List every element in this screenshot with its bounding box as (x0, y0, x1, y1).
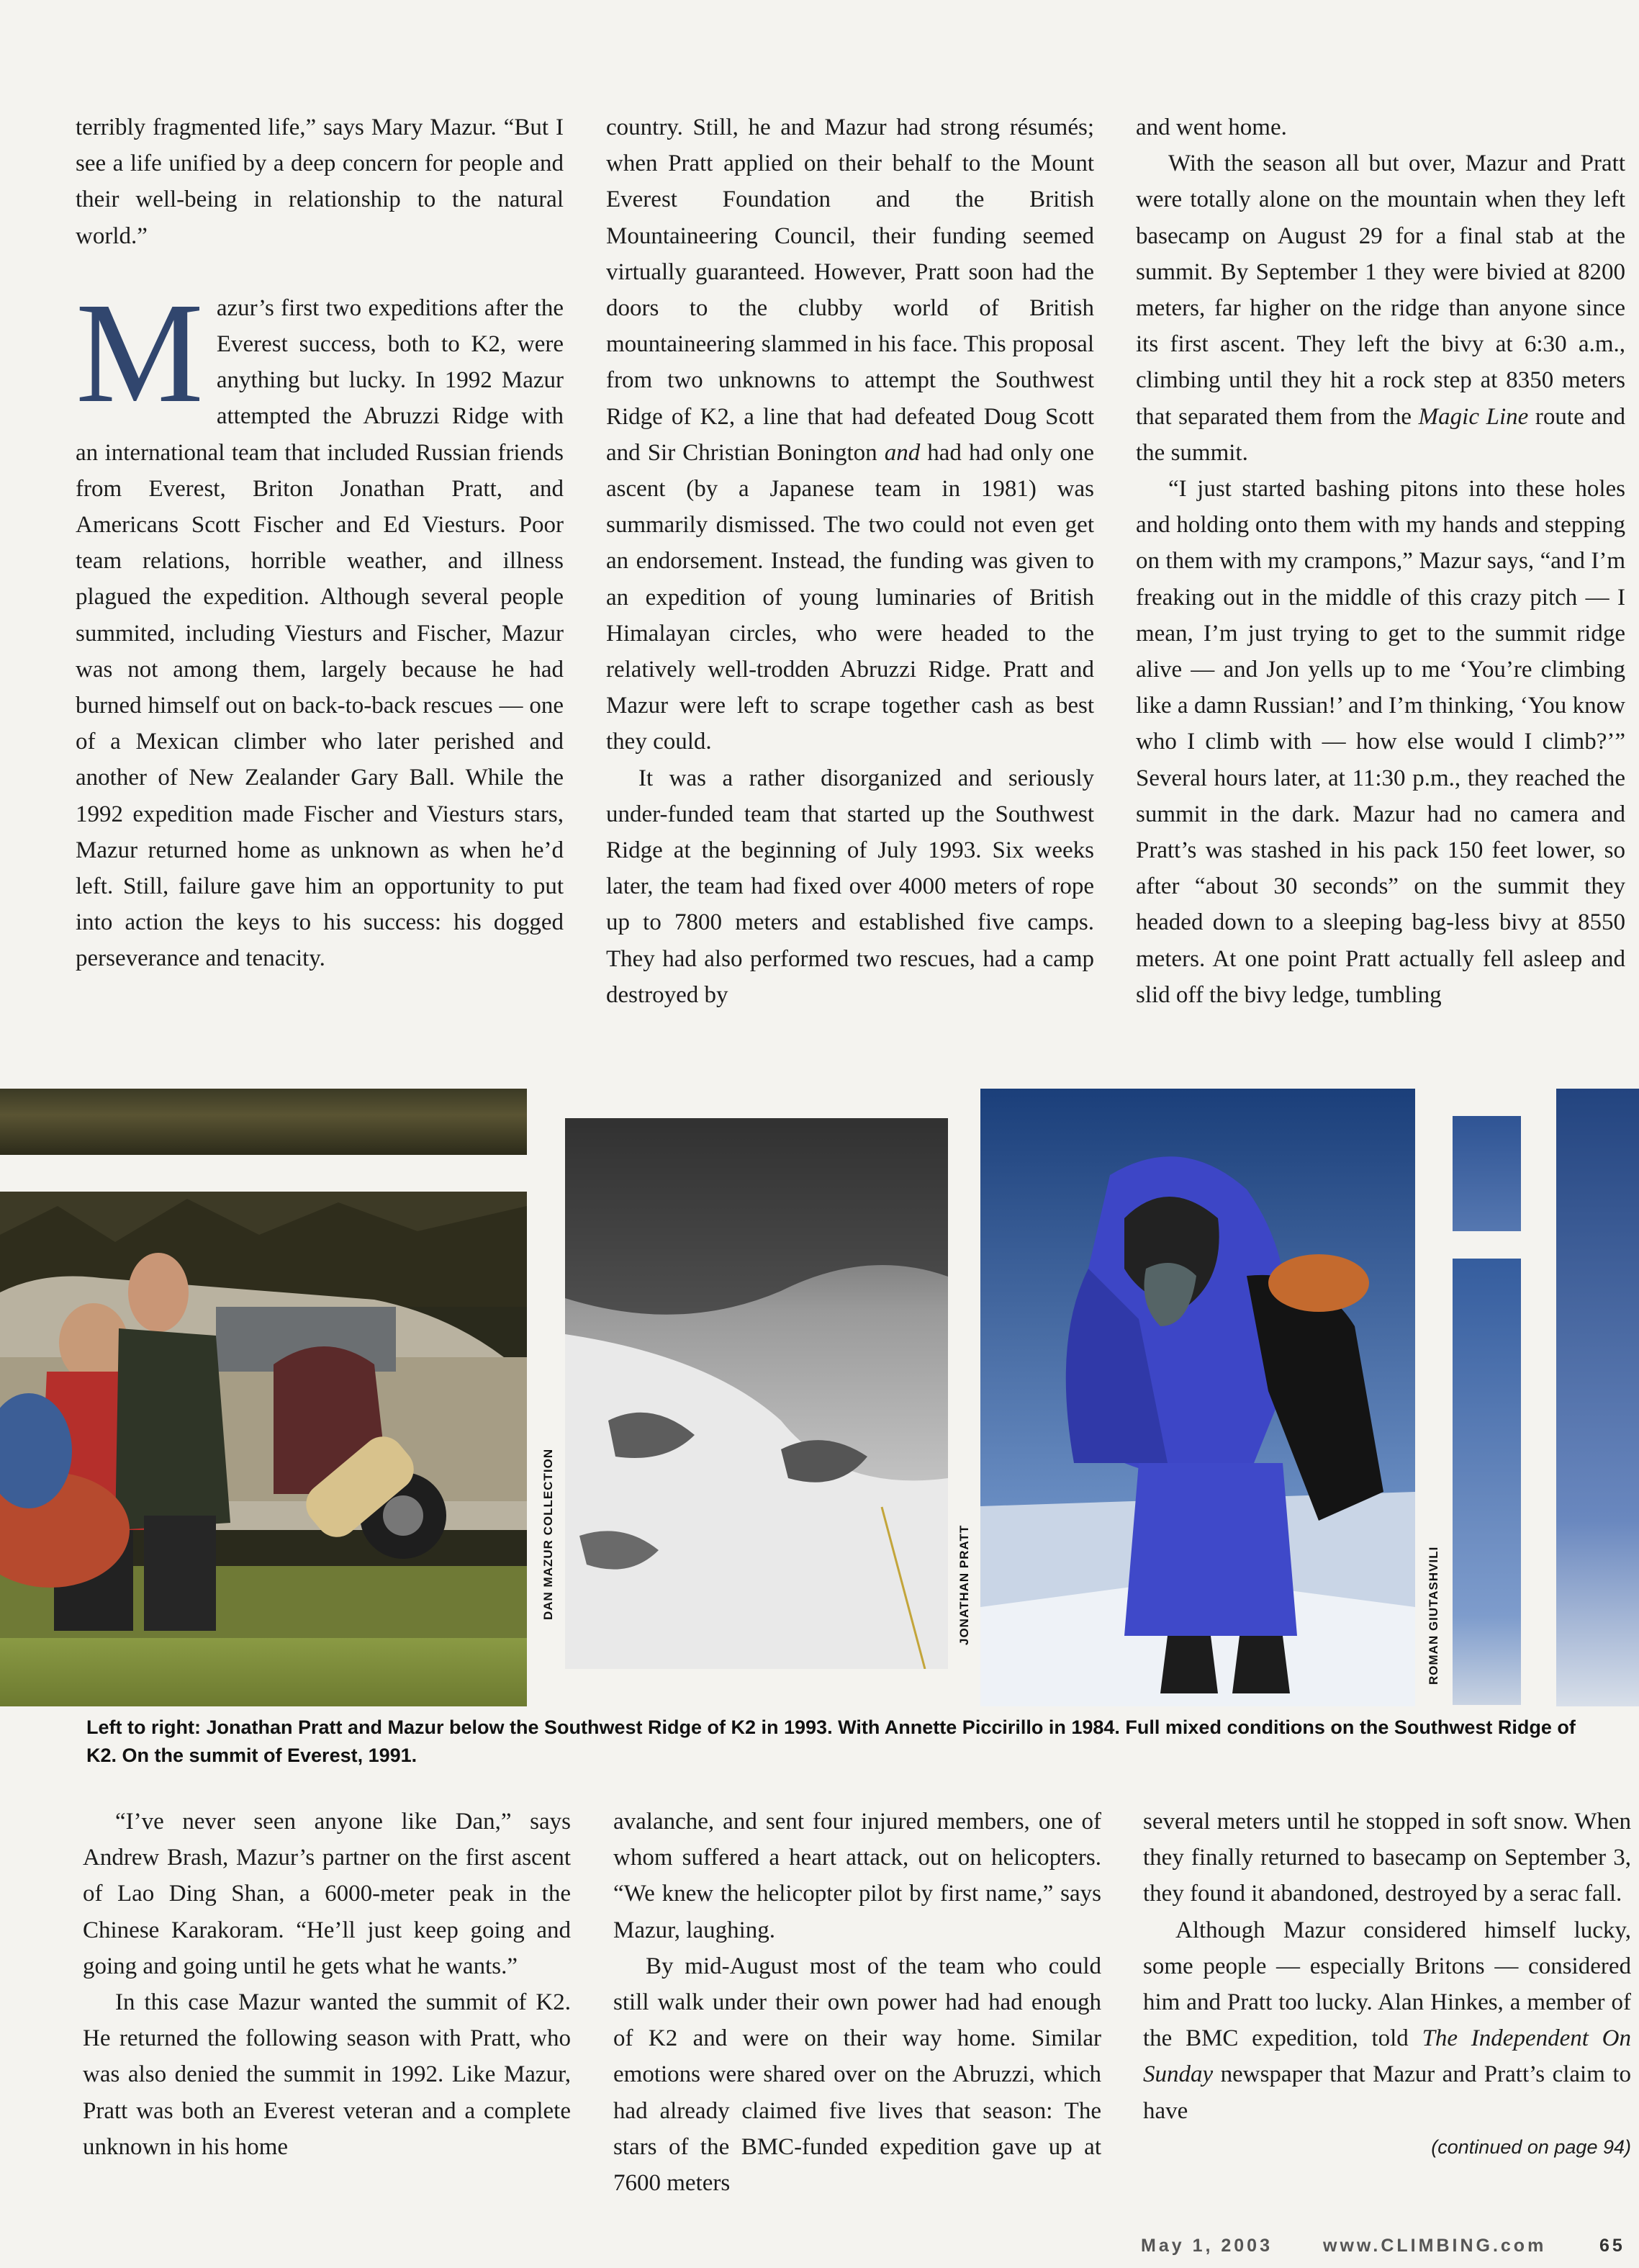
footer-date: May 1, 2003 (1141, 2236, 1273, 2256)
paragraph-text: With the season all but over, Mazur and Pratt were totally alone on the mountain when they left basecamp on August 29 for a final stab at the summit. By September 1 they were bivied at 8200 meters, far higher on the ridge than anyone since its first ascent. They left the bivy at 6:30 a.m., climbing until they hit a rock step at 8350 meters that separated them from the (1136, 150, 1625, 430)
emphasis: The Independent On Sunday (1143, 2025, 1631, 2088)
page-number: 65 (1599, 2236, 1625, 2256)
photo-title-letter-stem (1453, 1259, 1521, 1705)
paragraph-text: route and the summit. (1136, 403, 1625, 466)
photo-title-letter-right (1556, 1089, 1639, 1706)
column-3-top (1136, 109, 1625, 1013)
paragraph: “I just started bashing pitons into these holes and holding onto them with my hands and stepping on them with my crampons,” Mazur says, “and I’m freaking out in the middle of this crazy pitch — I mean, I’m just trying to get to the summit ridge alive — and Jon yells up to me ‘You’re climbing like a damn Russian!’ and I’m thinking, ‘You know who I climb with — how else would I climb?’” Several hours later, at 11:30 p.m., they reached the summit in the dark. Mazur had no camera and Pratt’s was stashed in his pack 150 feet lower, so after “about 30 seconds” on the summit they headed down to a sleeping bag-less bivy at 8550 meters. At one point Pratt actually fell asleep and slid off the bivy ledge, tumbling (1136, 476, 1625, 1008)
paragraph: and went home. (1136, 114, 1287, 140)
photo-credit-2: JONATHAN PRATT (957, 1524, 971, 1645)
paragraph (1136, 145, 1625, 471)
column-2-top (606, 109, 1094, 1013)
column-2-bottom (613, 1804, 1101, 2201)
photo-couple-illustration (0, 1192, 527, 1638)
column-1-top (76, 109, 564, 977)
paragraph: It was a rather disorganized and seriously under-funded team that started up the Southwest Ridge at the beginning of July 1993. Six weeks later, the team had fixed over 4000 meters of rope up to 7800 meters and established five camps. They had also performed two rescues, had a camp destroyed by (606, 765, 1094, 1008)
paragraph (76, 273, 564, 977)
photo-couple-with-car (0, 1192, 527, 1638)
paragraph: “I’ve never seen anyone like Dan,” says Andrew Brash, Mazur’s partner on the first ascent of Lao Ding Shan, a 6000-meter peak in the Chinese Karakoram. “He’ll just keep going and going and going until he gets what he wants.” (83, 1809, 571, 1979)
photo-credit-3: ROMAN GIUTASHVILI (1427, 1546, 1440, 1685)
emphasis: Magic Line (1418, 403, 1529, 430)
paragraph: avalanche, and sent four injured members, one of whom suffered a heart attack, out on helicopters. “We knew the helicopter pilot by first name,” says Mazur, laughing. (613, 1809, 1101, 1943)
photo-grass-band-bottom (0, 1638, 527, 1706)
paragraph-text: had had only one ascent (by a Japanese team in 1981) was summarily dismissed. The two could not even get an endorsement. Instead, the funding was given to an expedition of young luminaries of British Himalayan circles, who were headed to the relatively well-trodden Abruzzi Ridge. Pratt and Mazur were left to scrape together cash as best they could. (606, 439, 1095, 755)
photo-summit-climber (980, 1089, 1415, 1706)
drop-cap: M (76, 273, 204, 433)
paragraph-text: newspaper that Mazur and Pratt’s claim to have (1143, 2061, 1631, 2124)
photo-snow-illustration (565, 1118, 948, 1669)
photo-grass-band-top (0, 1089, 527, 1155)
paragraph: By mid-August most of the team who could still walk under their own power had had enough of K2 and were on their way home. Similar emotions were shared over on the Abruzzi, which had already claimed five lives that season: The stars of the BMC-funded expedition gave up at 7600 meters (613, 1953, 1101, 2197)
continued-note: (continued on page 94) (1431, 2136, 1631, 2158)
emphasis: and (884, 439, 921, 466)
paragraph-text: Although Mazur considered himself lucky, some people — especially Britons — considered him and Pratt too lucky. Alan Hinkes, a member of the BMC expedition, told (1143, 1917, 1631, 2052)
photo-credit-1: DAN MAZUR COLLECTION (541, 1448, 555, 1620)
photo-caption: Left to right: Jonathan Pratt and Mazur below the Southwest Ridge of K2 in 1993. With Annette Piccirillo in 1984. Full mixed conditions on the Southwest Ridge of K2. On the summit of Everest, 1991. (86, 1716, 1576, 1766)
footer-url: www.CLIMBING.com (1323, 2236, 1547, 2256)
column-3-bottom (1143, 1804, 1631, 2165)
photo-title-letter-dot (1453, 1116, 1521, 1231)
photo-snow-ridge (565, 1118, 948, 1669)
paragraph: In this case Mazur wanted the summit of K2. He returned the following season with Pratt, who was also denied the summit in 1992. Like Mazur, Pratt was both an Everest veteran and a complete unknown in his home (83, 1989, 571, 2160)
paragraph-text: azur’s first two expeditions after the Everest success, both to K2, were anything but lucky. In 1992 Mazur attempted the Abruzzi Ridge with an international team that included Russian friends from Everest, Briton Jonathan Pratt, and Americans Scott Fischer and Ed Viesturs. Poor team relations, horrible weather, and illness plagued the expedition. Although several people summited, including Viesturs and Fischer, Mazur was not among them, largely because he had burned himself out on back-to-back rescues — one of a Mexican climber who later perished and another of New Zealander Gary Ball. While the 1992 expedition made Fischer and Viesturs stars, Mazur returned home as unknown as when he’d left. Still, failure gave him an opportunity to put into action the keys to his success: his dogged perseverance and tenacity. (76, 294, 564, 972)
paragraph (1143, 1912, 1631, 2129)
paragraph: terribly fragmented life,” says Mary Mazur. “But I see a life unified by a deep concern for people and their well-being in relationship to the natural world.” (76, 114, 564, 249)
column-1-bottom (83, 1804, 571, 2165)
paragraph-text: country. Still, he and Mazur had strong résumés; when Pratt applied on their behalf to the Mount Everest Foundation and the British Mountaineering Council, their funding seemed virtually guaranteed. However, Pratt soon had the doors to the clubby world of British mountaineering slammed in his face. This proposal from two unknowns to attempt the Southwest Ridge of K2, a line that had defeated Doug Scott and Sir Christian Bonington (606, 114, 1094, 466)
photo-climber-illustration (980, 1089, 1415, 1706)
paragraph: several meters until he stopped in soft snow. When they finally returned to basecamp on September 3, they found it abandoned, destroyed by a serac fall. (1143, 1809, 1631, 1907)
paragraph (606, 109, 1094, 760)
